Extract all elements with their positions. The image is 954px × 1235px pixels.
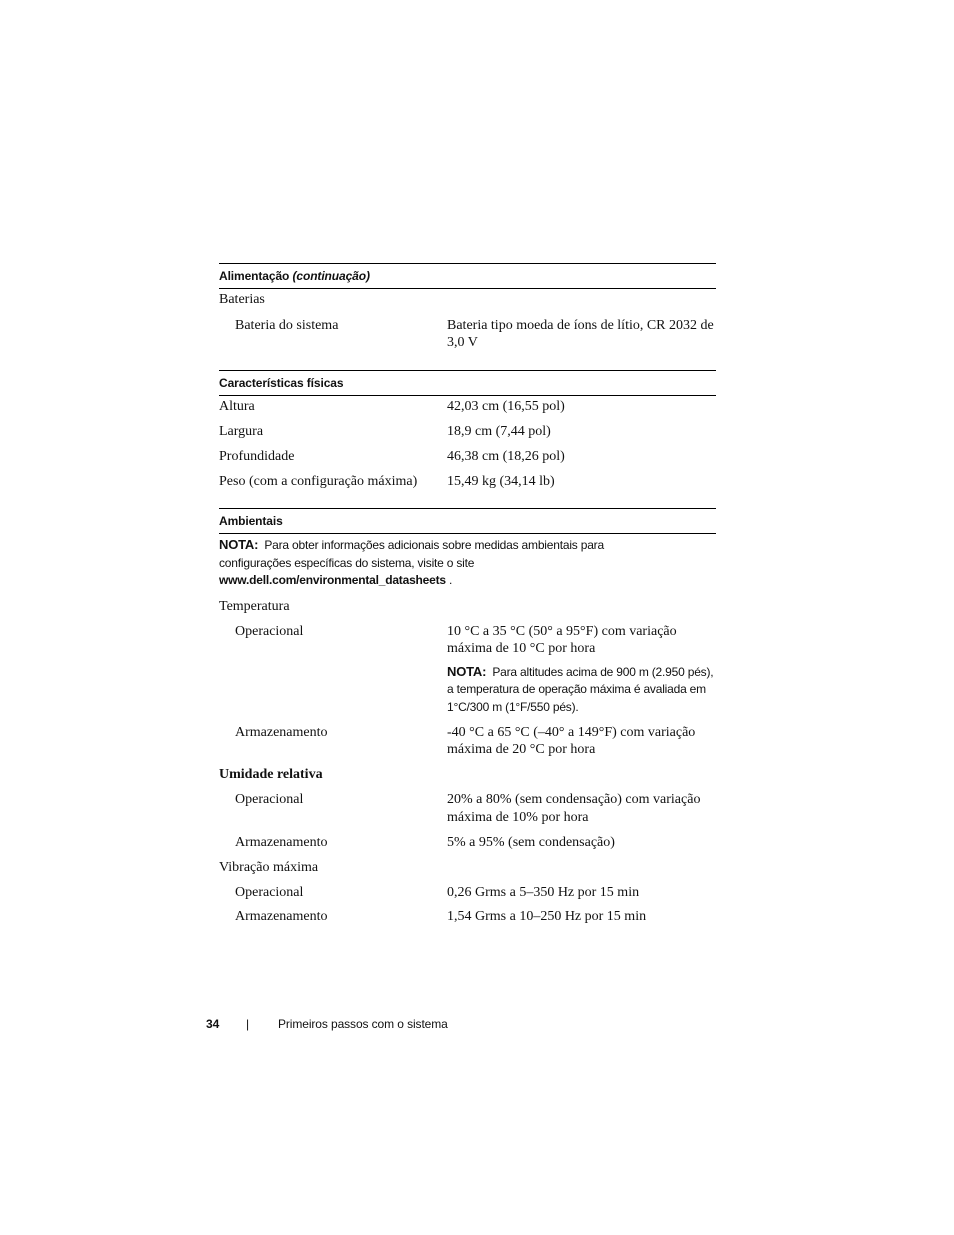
spec-label: Profundidade xyxy=(219,448,295,464)
humidity-label: Umidade relativa xyxy=(219,767,323,782)
physical-heading: Características físicas xyxy=(219,375,344,390)
note-url: www.dell.com/environmental_datasheets xyxy=(219,573,446,587)
spec-value: 5% a 95% (sem condensação) xyxy=(447,834,615,850)
spec-row-width xyxy=(219,423,716,441)
spec-value-block xyxy=(447,623,716,717)
spec-value: 20% a 80% (sem condensação) com variação máxima de 10% por hora xyxy=(447,792,701,825)
spec-value: 10 °C a 35 °C (50° a 95°F) com variação máxima de 10 °C por hora xyxy=(447,623,677,656)
spec-value: 18,9 cm (7,44 pol) xyxy=(447,423,551,439)
spec-row-height xyxy=(219,398,716,416)
spec-row-temperature-storage xyxy=(219,724,716,759)
spec-label: Armazenamento xyxy=(235,724,328,740)
spec-label: Bateria do sistema xyxy=(235,317,339,333)
spec-row-humidity-storage xyxy=(219,834,716,852)
spec-label: Altura xyxy=(219,398,255,414)
spec-label: Operacional xyxy=(235,792,304,807)
spec-row-system-battery xyxy=(219,317,716,352)
spec-label: Peso (com a configuração máxima) xyxy=(219,473,418,489)
spec-label: Operacional xyxy=(235,884,304,900)
spec-row-humidity-operating xyxy=(219,791,716,826)
section-header-environmental xyxy=(219,508,716,534)
spec-label: Armazenamento xyxy=(235,909,328,924)
note-label: NOTA: xyxy=(447,663,487,679)
footer-title: Primeiros passos com o sistema xyxy=(278,1017,448,1031)
spec-row-temperature-operating xyxy=(219,623,716,717)
spec-row-depth xyxy=(219,448,716,466)
page-number: 34 xyxy=(206,1017,220,1031)
spec-table xyxy=(219,263,716,926)
spec-value: -40 °C a 65 °C (–40° a 149°F) com variação máxima de 20 °C por hora xyxy=(447,724,696,757)
spec-row-vibration-storage xyxy=(219,908,716,926)
temperature-note xyxy=(447,663,716,717)
spec-row-weight xyxy=(219,473,716,491)
note-end: . xyxy=(449,573,453,587)
spec-value: 1,54 Grms a 10–250 Hz por 15 min xyxy=(447,909,647,924)
section-header-physical xyxy=(219,370,716,396)
spec-label: Largura xyxy=(219,423,264,439)
spec-value: 15,49 kg (34,14 lb) xyxy=(447,473,555,489)
section-header-power xyxy=(219,263,716,289)
spec-value: 46,38 cm (18,26 pol) xyxy=(447,448,565,464)
note-text: Para obter informações adicionais sobre medidas ambientais para configurações específicas do sistema, visite o site xyxy=(219,538,604,570)
spec-value: 0,26 Grms a 5–350 Hz por 15 min xyxy=(447,884,640,900)
spec-value: 42,03 cm (16,55 pol) xyxy=(447,398,565,414)
power-heading-continued: (continuação) xyxy=(292,269,370,283)
environmental-note xyxy=(219,536,649,590)
power-heading: Alimentação xyxy=(219,269,290,283)
spec-label: Armazenamento xyxy=(235,834,328,850)
spec-row-vibration-operating xyxy=(219,884,716,902)
vibration-label: Vibração máxima xyxy=(219,859,319,875)
page-footer xyxy=(206,1015,448,1033)
spec-label: Operacional xyxy=(235,623,304,639)
temperature-label: Temperatura xyxy=(219,598,290,614)
spec-value: Bateria tipo moeda de íons de lítio, CR 2032 de 3,0 V xyxy=(447,317,714,350)
batteries-label: Baterias xyxy=(219,292,265,307)
footer-separator: | xyxy=(246,1017,250,1031)
note-text: Para altitudes acima de 900 m (2.950 pés), a temperatura de operação máxima é avaliada em 1°C/300 m (1°F/550 pés). xyxy=(447,664,714,714)
note-label: NOTA: xyxy=(219,537,259,552)
environmental-heading: Ambientais xyxy=(219,514,283,528)
